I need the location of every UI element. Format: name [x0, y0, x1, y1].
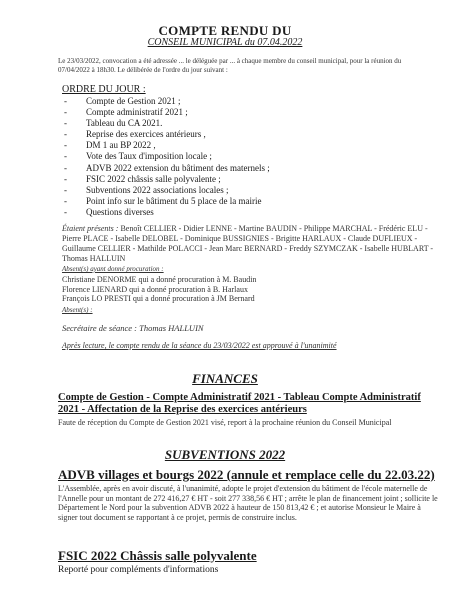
agenda-item: - ADVB 2022 extension du bâtiment des maternels ; [64, 163, 270, 174]
finances-item-title: Compte de Gestion - Compte Administratif 2021 - Tableau Compte Administratif 2021 - Affectation de la Reprise des exercices antérieurs [58, 392, 421, 415]
secretary-line: Secrétaire de séance : Thomas HALLUIN [62, 323, 204, 333]
agenda-item: - Tableau du CA 2021. [64, 118, 270, 129]
agenda-item: - Compte administratif 2021 ; [64, 107, 270, 118]
finances-heading: FINANCES [192, 371, 258, 386]
subventions-heading: SUBVENTIONS 2022 [164, 447, 286, 462]
agenda-item: - FSIC 2022 châssis salle polyvalente ; [64, 174, 270, 185]
attendees-label: Étaient présents : [62, 224, 119, 233]
advb-item-body: L'Assemblée, après en avoir discuté, à l'unanimité, adopte le projet d'extension du bâtiment de l'école maternelle de l'Annelle pour un montant de 272 416,27 € HT - soit 277 338,56 € HT ; arrête le plan de financement joint ; sollicite le Département le Nord pour la subvention ADVB 2022 à hauteur de 150 813,42 € ; et autorise Monsieur le Maire à signer tout document se rapportant à ce projet, permis de construire inclus. [58, 484, 438, 522]
approval-line: Après lecture, le compte rendu de la séance du 23/03/2022 est approuvé à l'unanimité [62, 341, 337, 350]
agenda-item: - Point info sur le bâtiment du 5 place de la mairie [64, 196, 270, 207]
intro-paragraph: Le 23/03/2022, convocation a été adressée ... le déléguée par ... à chaque membre du conseil municipal, pour la réunion du 07/04/2022 à 18h30. Le délibérée de l'ordre du jour suivant : [58, 57, 402, 74]
advb-item-title: ADVB villages et bourgs 2022 (annule et remplace celle du 22.03.22) [58, 467, 435, 482]
absents-label: Absent(s) : [62, 306, 93, 314]
agenda-item: - Compte de Gestion 2021 ; [64, 96, 270, 107]
procuration-line: François LO PRESTI qui a donné procuration à JM Bernard [62, 294, 255, 303]
agenda-item: - Questions diverses [64, 207, 270, 218]
attendees-list: Benoît CELLIER - Didier LENNE - Martine BAUDIN - Philippe MARCHAL - Frédéric ELU - Pierre PLACE - Isabelle DELOBEL - Dominique BUSSIGNIES - Brigitte HARLAUX - Claude DUFLIEUX - Guillaume CELLIER - Mathilde POLACCI - Jean Marc BERNARD - Freddy SZYMCZAK - Isabelle HUBLART - Thomas HALLUIN [62, 224, 434, 263]
procuration-line: Florence LIENARD qui a donné procuration à B. Harlaux [62, 284, 248, 294]
finances-item-body: Faute de réception du Compte de Gestion 2021 visé, report à la prochaine réunion du Conseil Municipal [58, 418, 392, 427]
document-subtitle: CONSEIL MUNICIPAL du 07.04.2022 [147, 37, 303, 48]
ordre-du-jour-list [64, 96, 270, 218]
agenda-item: - DM 1 au BP 2022 , [64, 140, 270, 151]
fsic-item-title: FSIC 2022 Châssis salle polyvalente [58, 548, 257, 563]
procuration-heading: Absent(s) ayant donné procuration : [62, 265, 164, 273]
procuration-line: Christiane DENORME qui a donné procuration à M. Baudin [62, 275, 257, 284]
agenda-item: - Subventions 2022 associations locales ; [64, 185, 270, 196]
attendees-paragraph [62, 224, 434, 264]
fsic-item-body: Reporté pour compléments d'informations [58, 565, 219, 575]
ordre-du-jour-heading: ORDRE DU JOUR : [62, 84, 146, 95]
agenda-item: - Vote des Taux d'imposition locale ; [64, 151, 270, 162]
agenda-item: - Reprise des exercices antérieurs , [64, 129, 270, 140]
procuration-list [62, 275, 256, 304]
document-title: COMPTE RENDU DU [158, 23, 292, 38]
